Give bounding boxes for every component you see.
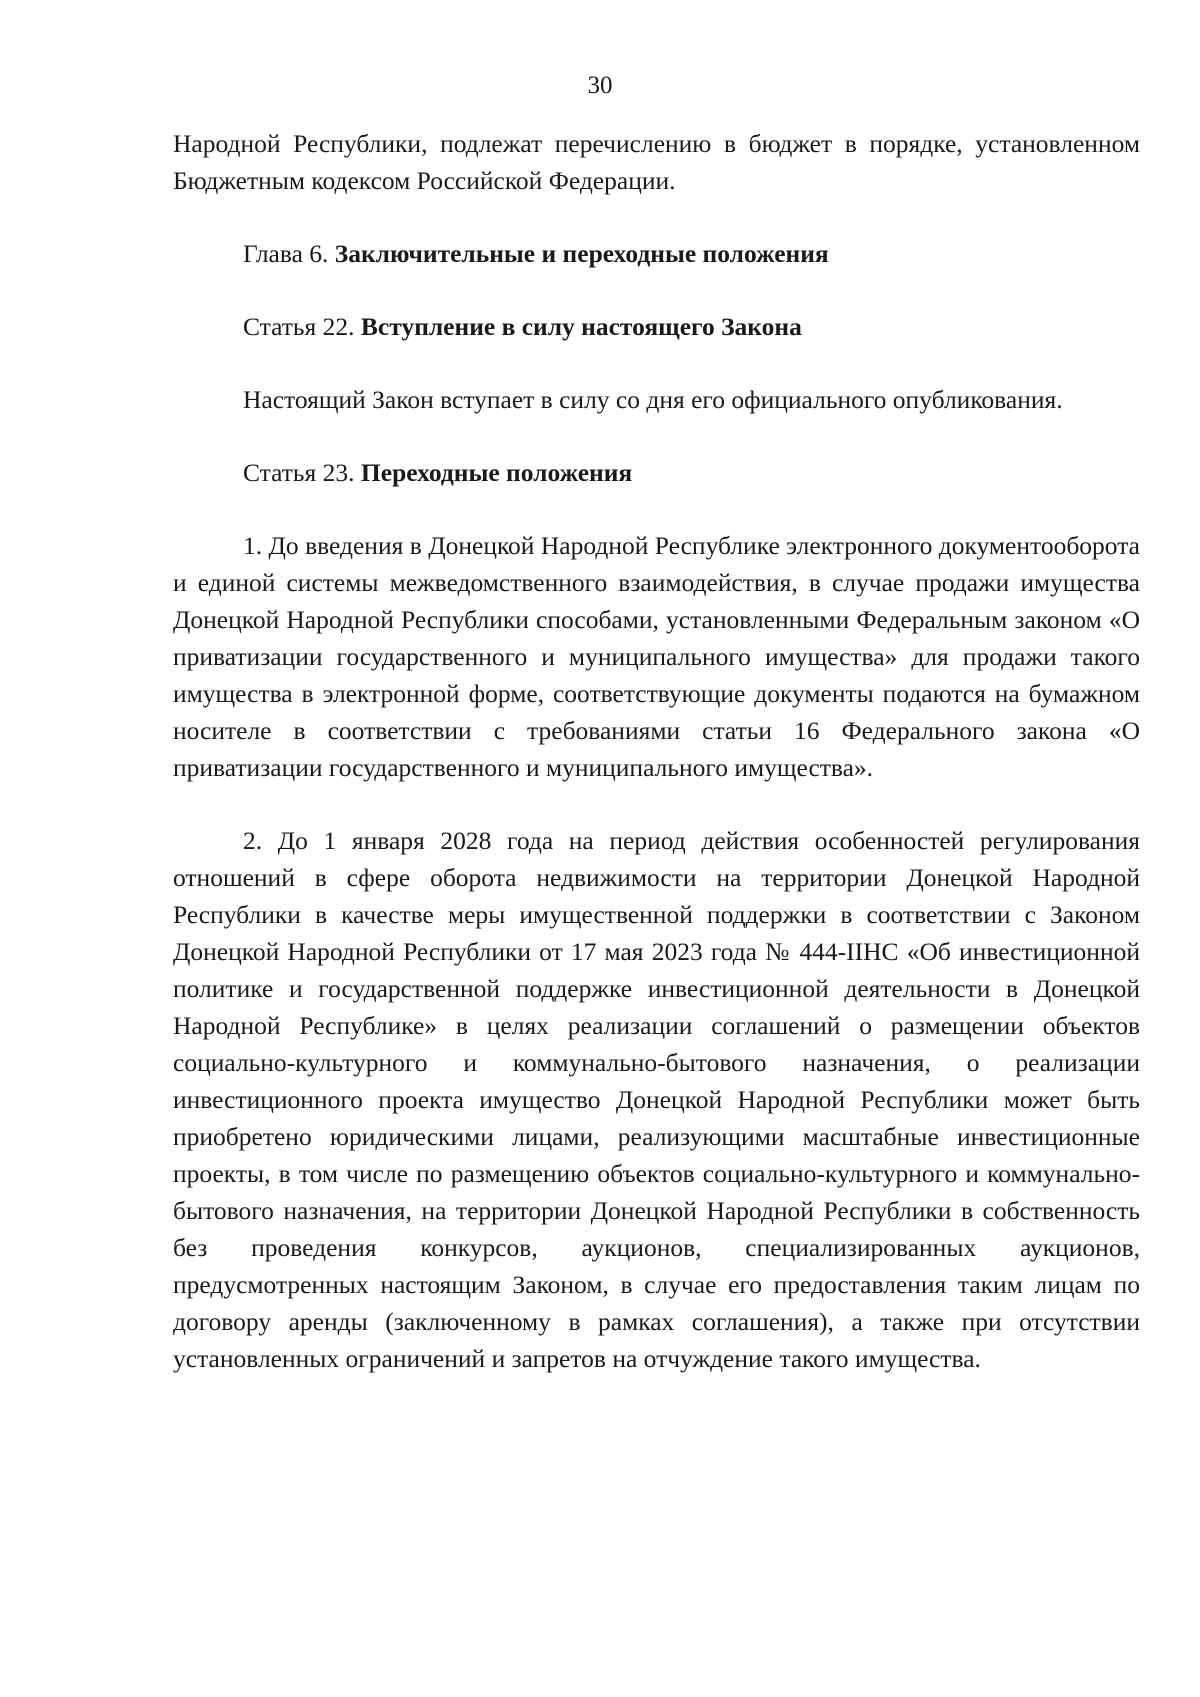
article-22-title: Вступление в силу настоящего Закона: [360, 312, 802, 341]
chapter-title: Заключительные и переходные положения: [334, 239, 829, 268]
spacer: [173, 491, 1140, 527]
article-23-paragraph-2: 2. До 1 января 2028 года на период действия особенностей регулирования отношений в сфере оборота недвижимости на территории Донецкой Народной Республики в качестве меры имущественной поддержки в соответствии с Законом Донецкой Народной Республики от 17 мая 2023 года № 444-IIНС «Об инвестиционной политике и государственной поддержке инвестиционной деятельности в Донецкой Народной Республике» в целях реализации соглашений о размещении объектов социально-культурного и коммунально-бытового назначения, о реализации инвестиционного проекта имущество Донецкой Народной Республики может быть приобретено юридическими лицами, реализующими масштабные инвестиционные проекты, в том числе по размещению объектов социально-культурного и коммунально-бытового назначения, на территории Донецкой Народной Республики в собственность без проведения конкурсов, аукционов, специализированных аукционов, предусмотренных настоящим Законом, в случае его предоставления таким лицам по договору аренды (заключенному в рамках соглашения), а также при отсутствии установленных ограничений и запретов на отчуждение такого имущества.: [173, 826, 1140, 1373]
spacer: [173, 272, 1140, 308]
spacer: [173, 199, 1140, 235]
document-body: [173, 125, 1140, 1377]
spacer: [173, 786, 1140, 822]
chapter-heading: [173, 235, 1140, 272]
article-22-heading: [173, 308, 1140, 345]
chapter-prefix: Глава 6.: [243, 239, 335, 268]
page-number: 30: [587, 72, 613, 99]
article-23-prefix: Статья 23.: [243, 458, 361, 487]
article-23-heading: [173, 454, 1140, 491]
article-22-text: Настоящий Закон вступает в силу со дня его официального опубликования.: [243, 385, 1063, 414]
spacer: [173, 345, 1140, 381]
article-22-prefix: Статья 22.: [243, 312, 361, 341]
spacer: [173, 418, 1140, 454]
article-23-title: Переходные положения: [360, 458, 633, 487]
article-23-paragraph-1: 1. До введения в Донецкой Народной Республике электронного документооборота и единой системы межведомственного взаимодействия, в случае продажи имущества Донецкой Народной Республики способами, установленными Федеральным законом «О приватизации государственного и муниципального имущества» для продажи такого имущества в электронной форме, соответствующие документы подаются на бумажном носителе в соответствии с требованиями статьи 16 Федерального закона «О приватизации государственного и муниципального имущества».: [173, 531, 1140, 782]
intro-paragraph: Народной Республики, подлежат перечислению в бюджет в порядке, установленном Бюджетным кодексом Российской Федерации.: [173, 129, 1140, 195]
